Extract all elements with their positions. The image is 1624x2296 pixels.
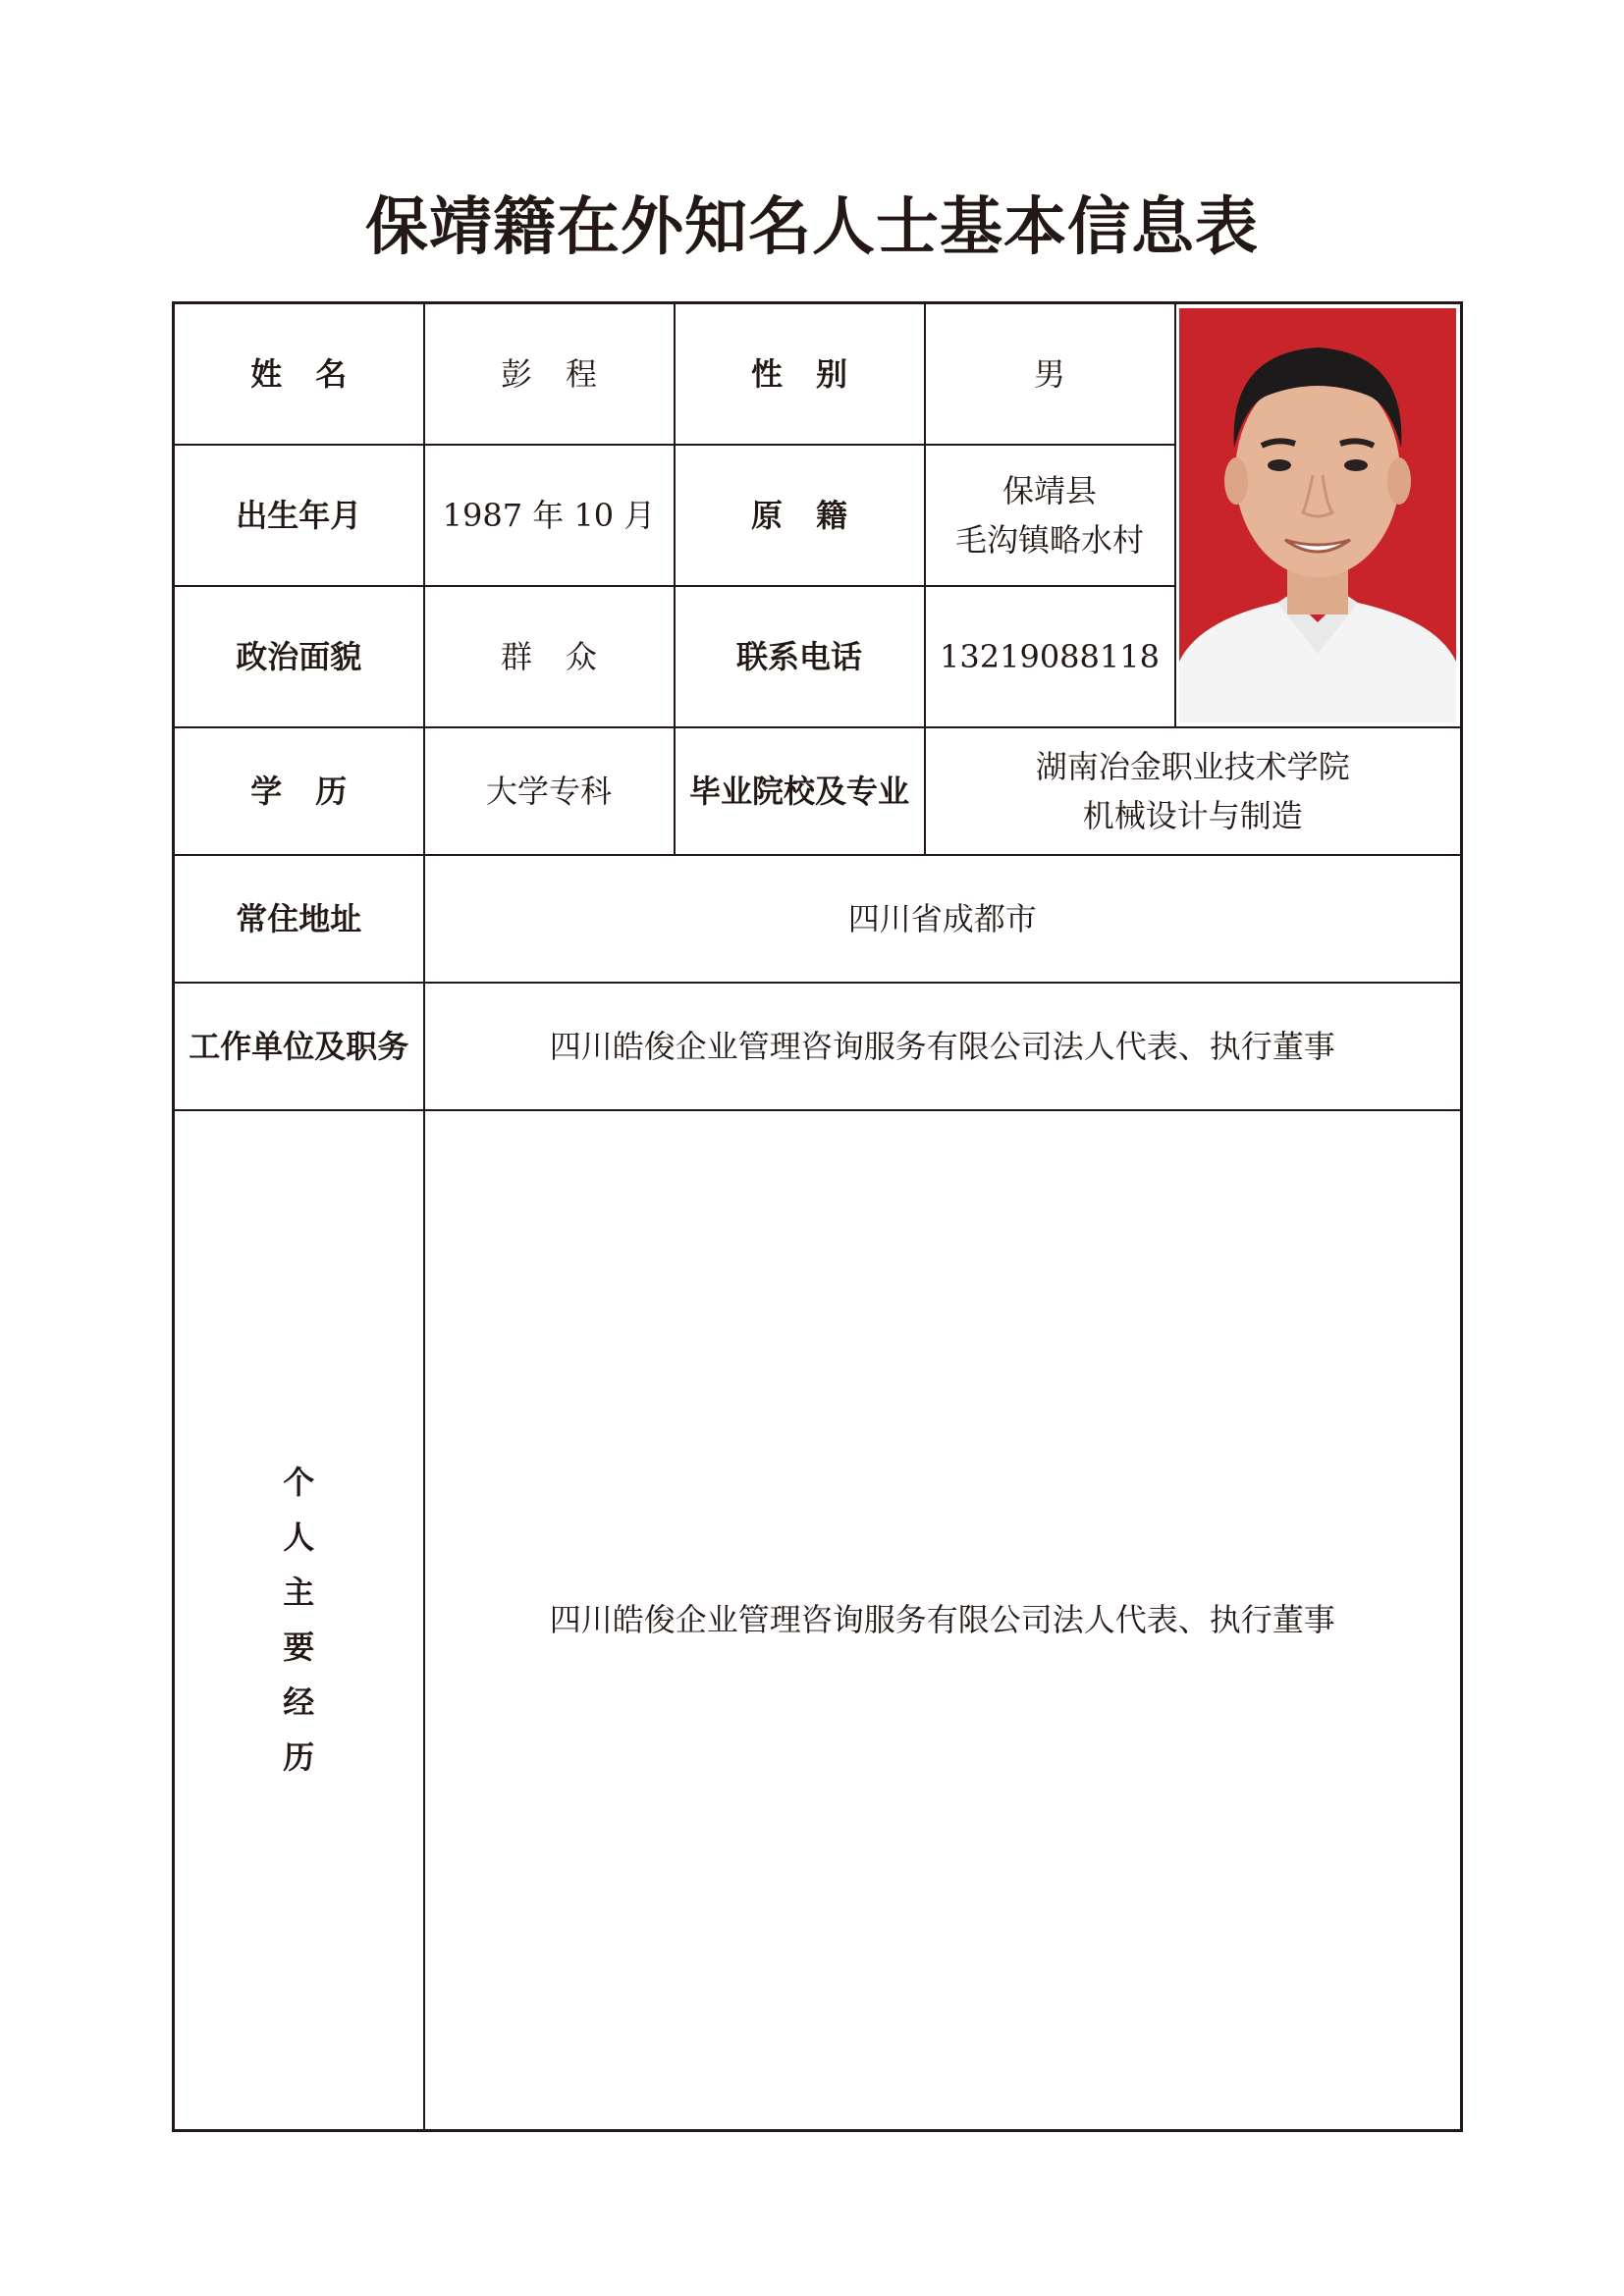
info-table xyxy=(172,301,1463,2132)
value-address: 四川省成都市 xyxy=(424,855,1462,983)
row-education-school xyxy=(174,727,1462,855)
value-origin xyxy=(925,445,1175,586)
label-work: 工作单位及职务 xyxy=(174,983,424,1110)
school-line-2: 机械设计与制造 xyxy=(1082,796,1303,834)
value-phone: 13219088118 xyxy=(925,586,1175,727)
photo-cell xyxy=(1175,303,1462,727)
portrait-image xyxy=(1179,308,1456,722)
label-experience: 个人主要经历 xyxy=(174,1110,424,2131)
label-education: 学历 xyxy=(174,727,424,855)
origin-line-1: 保靖县 xyxy=(1001,471,1097,509)
value-name: 彭程 xyxy=(424,303,675,445)
row-experience xyxy=(174,1110,1462,2131)
label-name: 姓名 xyxy=(174,303,424,445)
label-birth: 出生年月 xyxy=(174,445,424,586)
value-experience: 四川皓俊企业管理咨询服务有限公司法人代表、执行董事 xyxy=(424,1110,1462,2131)
label-origin: 原籍 xyxy=(675,445,925,586)
portrait-photo xyxy=(1179,308,1456,722)
label-political: 政治面貌 xyxy=(174,586,424,727)
row-work xyxy=(174,983,1462,1110)
value-birth: 1987 年 10 月 xyxy=(424,445,675,586)
value-school xyxy=(925,727,1462,855)
value-political: 群众 xyxy=(424,586,675,727)
row-address xyxy=(174,855,1462,983)
origin-line-2: 毛沟镇略水村 xyxy=(954,520,1144,559)
row-name-gender xyxy=(174,303,1462,445)
school-line-1: 湖南冶金职业技术学院 xyxy=(1035,747,1350,785)
value-work: 四川皓俊企业管理咨询服务有限公司法人代表、执行董事 xyxy=(424,983,1462,1110)
value-gender: 男 xyxy=(925,303,1175,445)
label-gender: 性别 xyxy=(675,303,925,445)
value-education: 大学专科 xyxy=(424,727,675,855)
label-phone: 联系电话 xyxy=(675,586,925,727)
label-address: 常住地址 xyxy=(174,855,424,983)
page-title: 保靖籍在外知名人士基本信息表 xyxy=(365,191,1259,264)
label-school: 毕业院校及专业 xyxy=(675,727,925,855)
